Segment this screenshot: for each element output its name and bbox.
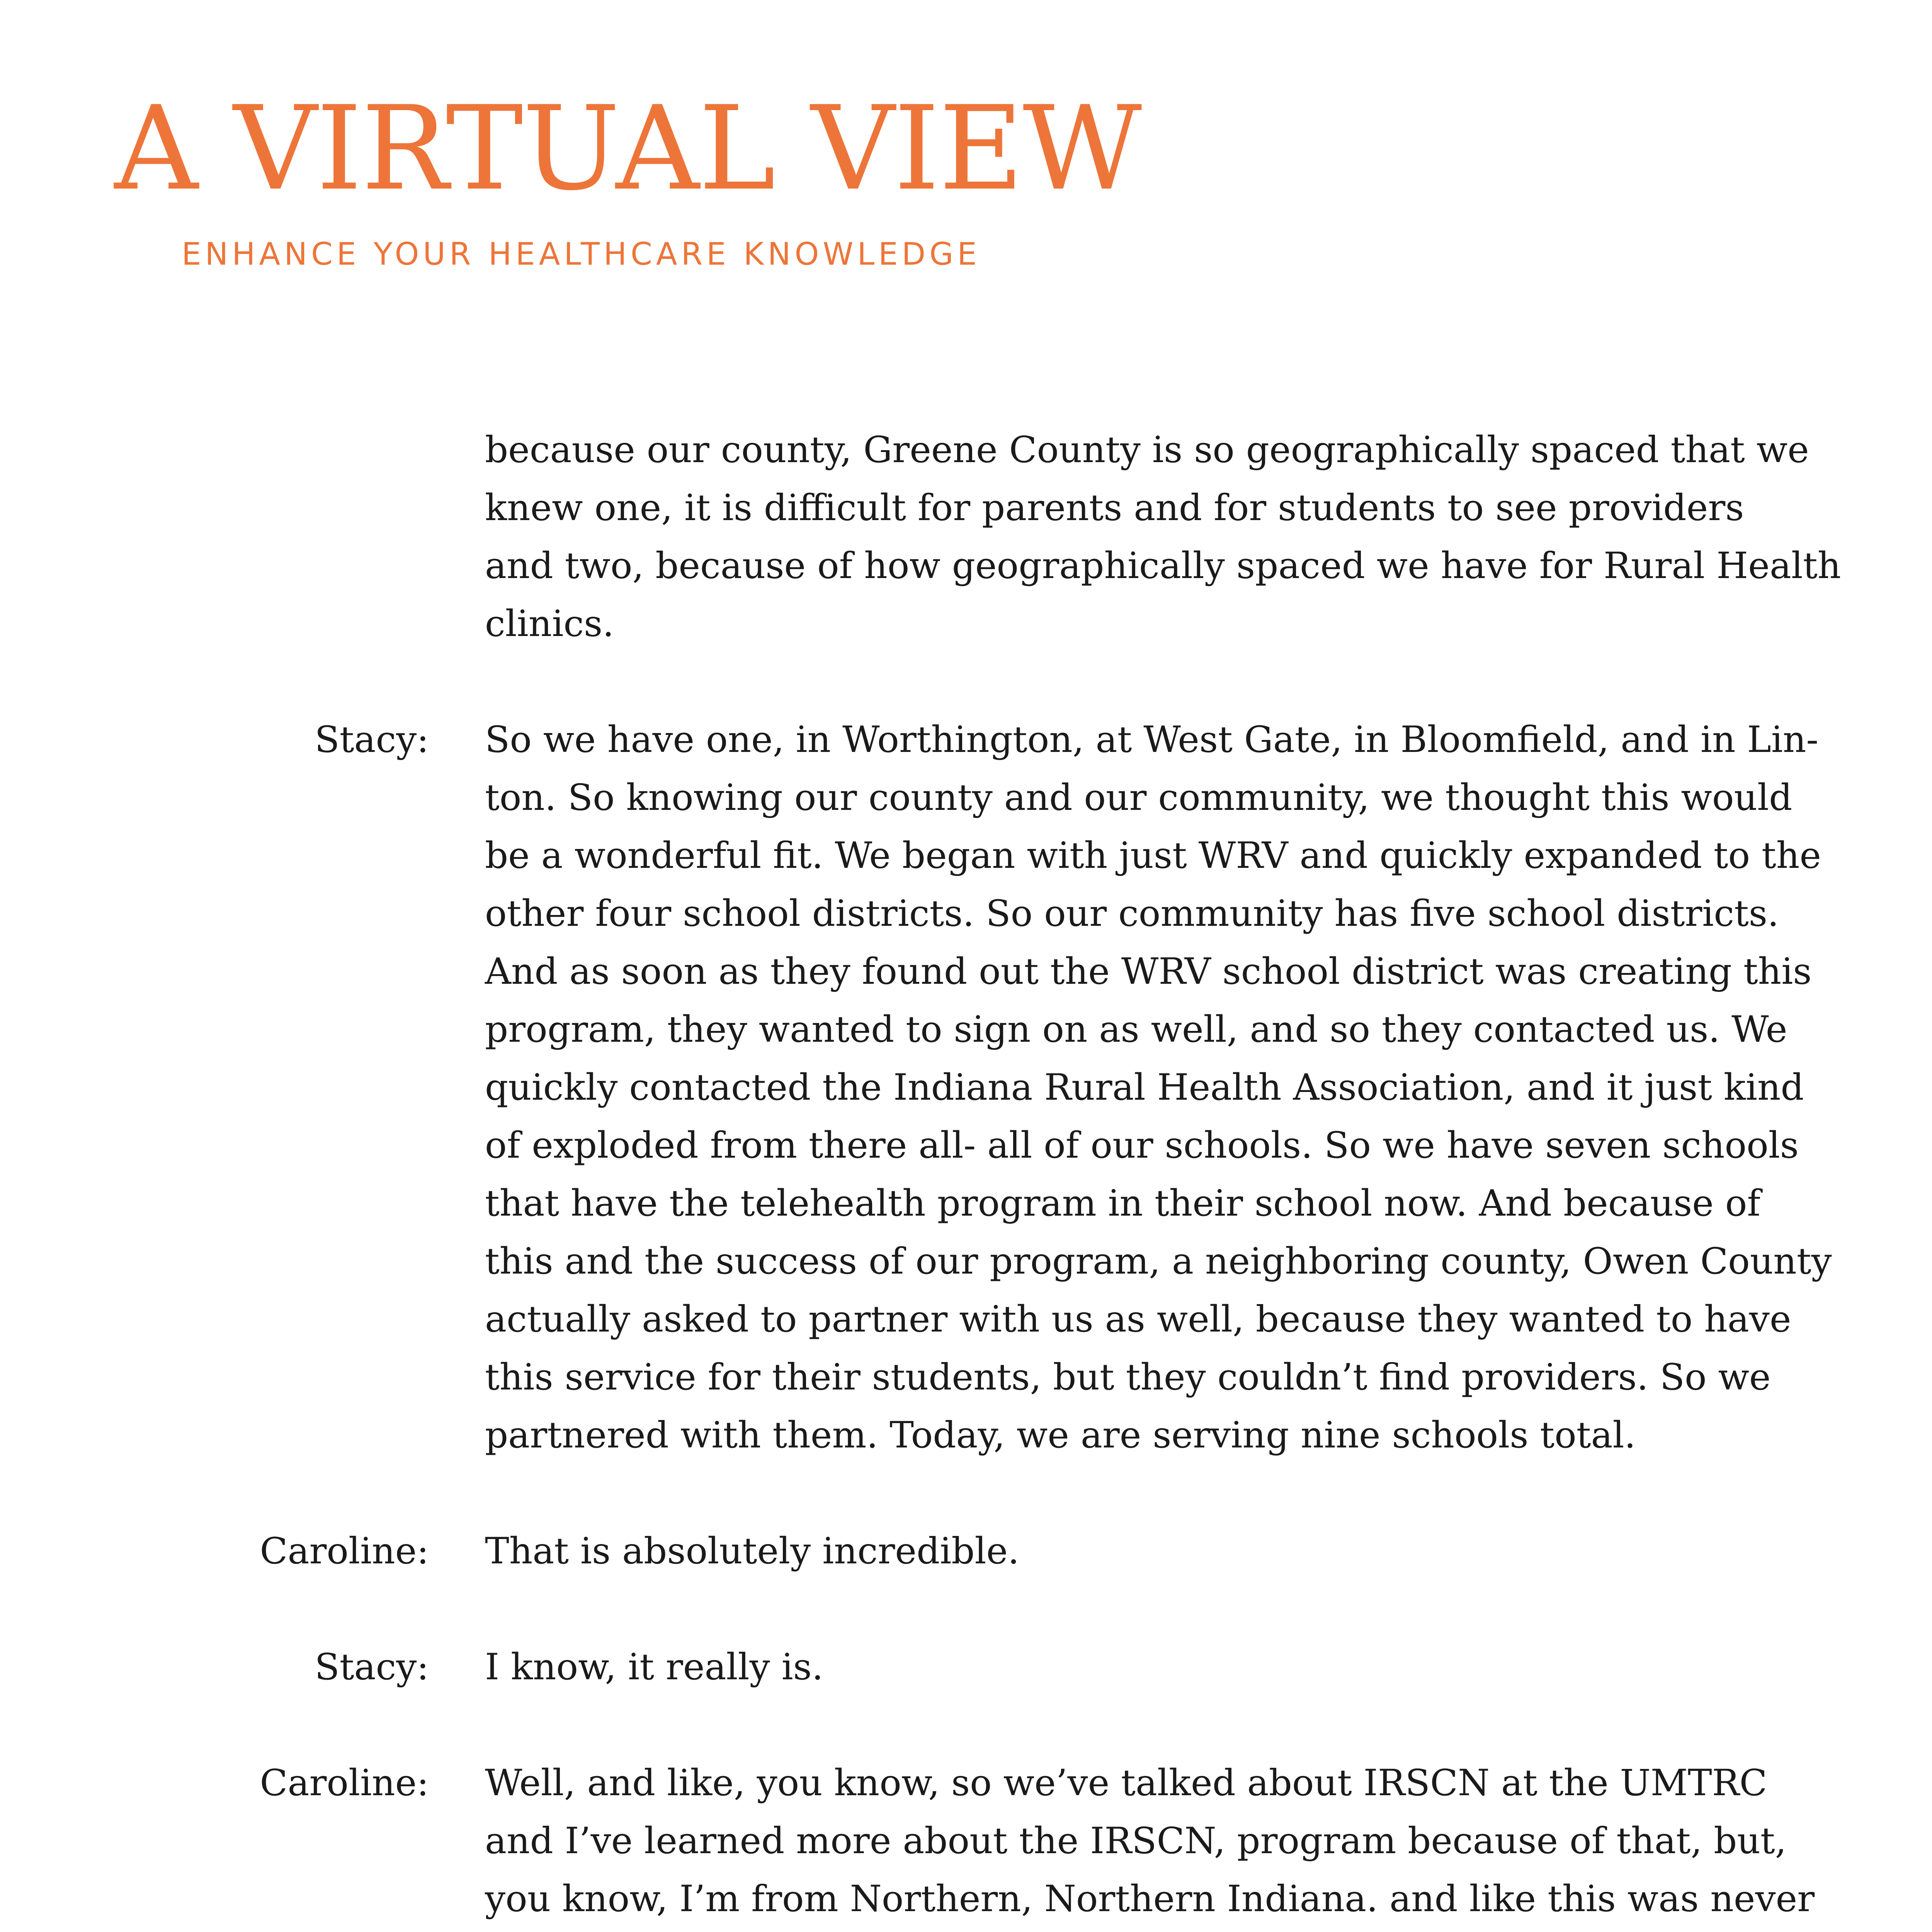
transcript-entry (0, 1754, 1932, 1932)
transcript-entry (0, 421, 1932, 653)
transcript-entry (0, 1638, 1932, 1696)
speech-line (485, 1928, 1932, 1932)
speaker-name: Stacy: (315, 719, 429, 761)
speech-line: partnered with them. Today, we are serving nine schools total. (485, 1414, 1636, 1456)
speech-text (485, 711, 1932, 1464)
speech-line: ton. So knowing our county and our community, we thought this would (485, 777, 1793, 819)
transcript-entry (0, 1522, 1932, 1580)
speech-line: That is absolutely incredible. (485, 1530, 1020, 1572)
transcript (0, 421, 1932, 1932)
speaker-name: Caroline: (260, 1762, 429, 1804)
speech-line: So we have one, in Worthington, at West Gate, in Bloomfield, and in Lin- (485, 719, 1819, 761)
speech-line: And as soon as they found out the WRV school district was creating this (485, 951, 1812, 993)
speech-text (485, 1754, 1932, 1932)
transcript-entry (0, 711, 1932, 1464)
speech-text (485, 1522, 1932, 1580)
speech-line: because our county, Greene County is so geographically spaced that we (485, 429, 1809, 471)
speaker-name: Stacy: (315, 1646, 429, 1688)
page-title: A VIRTUAL VIEW (114, 81, 1141, 216)
speech-line: knew one, it is difficult for parents and for students to see providers (485, 487, 1744, 529)
speech-line: and I’ve learned more about the IRSCN, program because of that, but, (485, 1820, 1787, 1862)
page-subtitle: ENHANCE YOUR HEALTHCARE KNOWLEDGE (182, 236, 981, 272)
speech-text (485, 1638, 1932, 1696)
speech-line: that have the telehealth program in their school now. And because of (485, 1182, 1761, 1225)
speech-line: program, they wanted to sign on as well, and so they contacted us. We (485, 1009, 1787, 1051)
speech-line: and two, because of how geographically spaced we have for Rural Health (485, 545, 1841, 587)
speech-line: actually asked to partner with us as well, because they wanted to have (485, 1298, 1791, 1340)
speech-line: other four school districts. So our community has five school districts. (485, 893, 1779, 935)
speech-line: I know, it really is. (485, 1646, 823, 1688)
speech-line: of exploded from there all- all of our schools. So we have seven schools (485, 1124, 1799, 1167)
speech-text (485, 421, 1932, 653)
speech-line: this and the success of our program, a neighboring county, Owen County (485, 1240, 1832, 1282)
speech-line: clinics. (485, 603, 614, 645)
speech-line: be a wonderful fit. We began with just WRV and quickly expanded to the (485, 835, 1821, 877)
speech-line: you know, I’m from Northern, Northern Indiana. and like this was never (485, 1878, 1815, 1920)
speech-line: quickly contacted the Indiana Rural Health Association, and it just kind (485, 1066, 1804, 1109)
speech-line: this service for their students, but they couldn’t find providers. So we (485, 1356, 1771, 1398)
speech-line: Well, and like, you know, so we’ve talked about IRSCN at the UMTRC (485, 1762, 1767, 1804)
speaker-name: Caroline: (260, 1530, 429, 1572)
